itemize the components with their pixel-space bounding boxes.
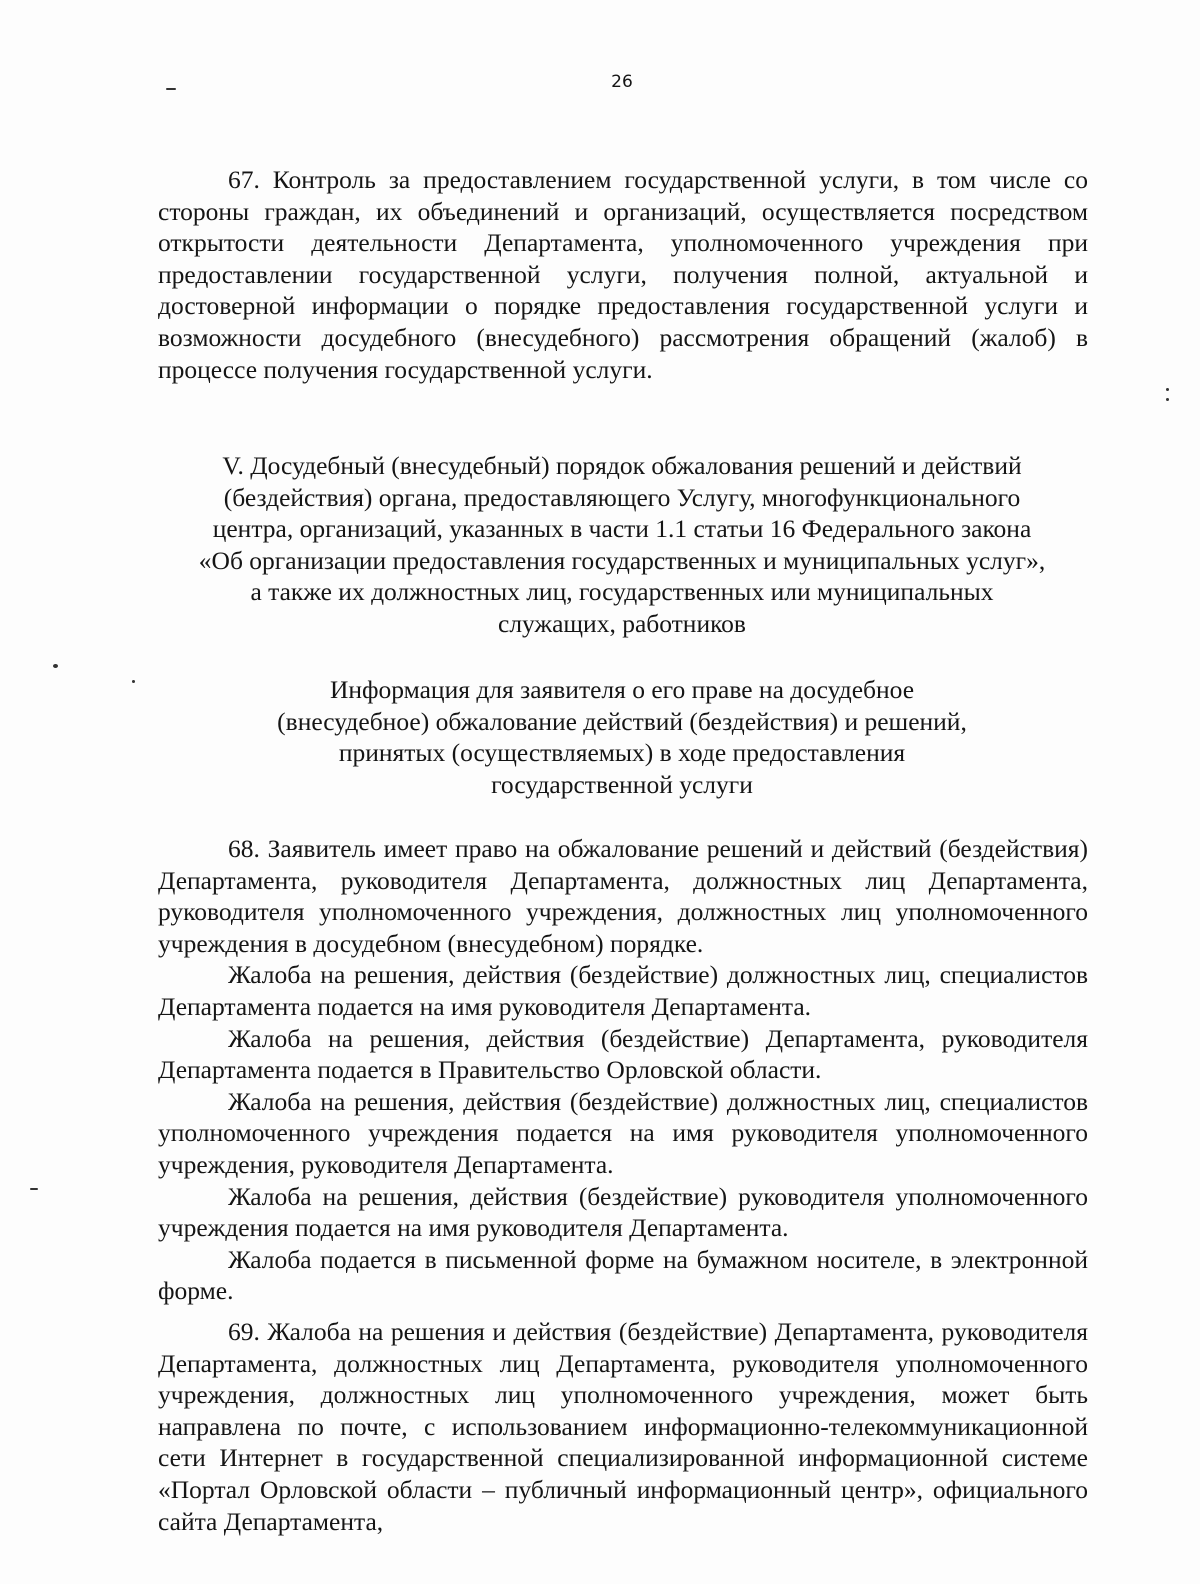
complaint-paragraph: Жалоба на решения, действия (бездействие) руководителя уполномоченного учреждения подается на имя руководителя Департамента. [158, 1181, 1088, 1243]
subheading-line: государственной услуги [491, 769, 753, 799]
page-number: 26 [611, 72, 633, 92]
section-heading-line: V. Досудебный (внесудебный) порядок обжалования решений и действий [222, 451, 1022, 480]
complaint-paragraph: Жалоба подается в письменной форме на бумажном носителе, в электронной форме. [158, 1244, 1088, 1306]
paragraph-67: 67. Контроль за предоставлением государственной услуги, в том числе со стороны граждан, их объединений и организаций, осуществляется посредством открытости деятельности Департамента, уполномоченного учреждения при предоставлении государственной услуги, получения полной, актуальной и достоверной информации о порядке предоставления государственной услуги и возможности досудебного (внесудебного) рассмотрения обращений (жалоб) в процессе получения государственной услуги. [158, 165, 1088, 384]
section-heading-line: «Об организации предоставления государственных и муниципальных услуг», [198, 545, 1046, 575]
scan-speck [53, 664, 58, 668]
paragraph-69: 69. Жалоба на решения и действия (бездействие) Департамента, руководителя Департамента, должностных лиц Департамента, руководителя уполномоченного учреждения, должностных лиц уполномоченного учреждения, может быть направлена по почте, с использованием информационно-телекоммуникационной сети Интернет в государственной специализированной информационной системе «Портал Орловской области – публичный информационный центр», официального сайта Департамента, [158, 1317, 1088, 1536]
subheading [152, 674, 1092, 800]
paragraph-67-block [158, 164, 1088, 385]
section-heading-line: служащих, работников [498, 608, 746, 638]
subheading-line: принятых (осуществляемых) в ходе предоставления [338, 738, 906, 768]
paragraph-68: 68. Заявитель имеет право на обжалование решений и действий (бездействия) Департамента, руководителя Департамента, должностных лиц Департамента, руководителя уполномоченного учреждения, должностных лиц уполномоченного учреждения в досудебном (внесудебном) порядке. [158, 834, 1088, 958]
paragraph-69-block [158, 1316, 1088, 1537]
scan-speck [132, 680, 135, 683]
section-heading-line: (бездействия) органа, предоставляющего Услугу, многофункционального [223, 482, 1021, 512]
scan-speck [166, 88, 176, 90]
subheading-line: Информация для заявителя о его праве на досудебное [329, 675, 915, 704]
paragraph-68-block [158, 833, 1088, 1307]
complaint-paragraph: Жалоба на решения, действия (бездействие) должностных лиц, специалистов уполномоченного учреждения подается на имя руководителя уполномоченного учреждения, руководителя Департамента. [158, 1086, 1088, 1179]
complaint-paragraph: Жалоба на решения, действия (бездействие) должностных лиц, специалистов Департамента подается на имя руководителя Департамента. [158, 960, 1088, 1021]
section-heading-line: центра, организаций, указанных в части 1.1 статьи 16 Федерального закона [212, 514, 1032, 544]
subheading-line: (внесудебное) обжалование действий (бездействия) и решений, [277, 706, 967, 736]
scan-speck [1166, 398, 1169, 401]
scan-speck [1166, 388, 1169, 391]
scan-speck [30, 1188, 38, 1190]
complaint-paragraph: Жалоба на решения, действия (бездействие) Департамента, руководителя Департамента подается в Правительство Орловской области. [158, 1023, 1088, 1085]
section-heading [152, 450, 1092, 640]
section-heading-line: а также их должностных лиц, государственных или муниципальных [250, 577, 994, 607]
